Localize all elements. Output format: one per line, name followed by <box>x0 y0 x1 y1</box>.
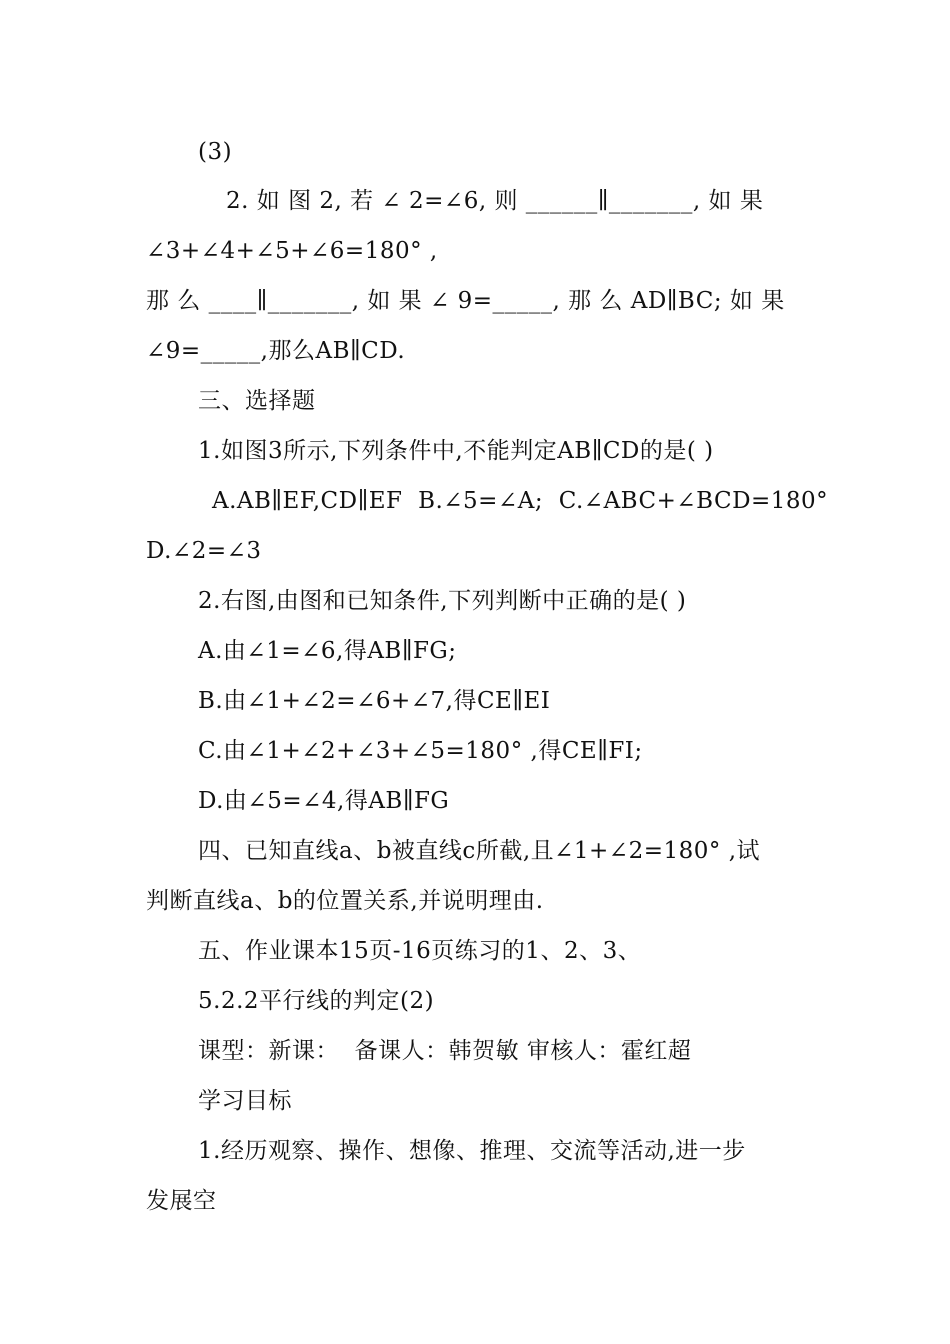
text-line: 发展空 <box>146 1188 217 1214</box>
answer-option: D.∠2=∠3 <box>146 538 262 564</box>
section-heading: 四、已知直线a、b被直线c所截,且∠1+∠2=180° ,试 <box>198 838 761 864</box>
text-line: (3) <box>198 139 233 165</box>
text-line: 判断直线a、b的位置关系,并说明理由. <box>146 888 544 914</box>
question-text: 1.如图3所示,下列条件中,不能判定AB∥CD的是( ) <box>198 438 714 464</box>
answer-option: D.由∠5=∠4,得AB∥FG <box>198 788 450 814</box>
lesson-meta: 课型：新课： 备课人：韩贺敏 审核人：霍红超 <box>198 1038 692 1064</box>
text-line: ∠9=_____,那么AB∥CD. <box>146 338 406 364</box>
answer-option: A.由∠1=∠6,得AB∥FG; <box>198 638 457 664</box>
section-heading: 五、作业课本15页-16页练习的1、2、3、 <box>198 938 642 964</box>
lesson-title: 5.2.2平行线的判定(2) <box>198 988 435 1014</box>
section-heading: 三、选择题 <box>198 388 316 414</box>
text-line: 那 么 ____∥_______, 如 果 ∠ 9=_____, 那 么 AD∥BC; 如 果 <box>146 288 785 314</box>
answer-option: C.由∠1+∠2+∠3+∠5=180° ,得CE∥FI; <box>198 738 643 764</box>
answer-options: A.AB∥EF,CD∥EF B.∠5=∠A; C.∠ABC+∠BCD=180° <box>212 488 829 514</box>
section-heading: 学习目标 <box>198 1088 292 1114</box>
question-text: 2.右图,由图和已知条件,下列判断中正确的是( ) <box>198 588 687 614</box>
text-line: 2. 如 图 2, 若 ∠ 2=∠6, 则 ______∥_______, 如 果 <box>226 188 764 214</box>
text-line: ∠3+∠4+∠5+∠6=180° , <box>146 238 438 264</box>
text-line: 1.经历观察、操作、想像、推理、交流等活动,进一步 <box>198 1138 746 1164</box>
answer-option: B.由∠1+∠2=∠6+∠7,得CE∥EI <box>198 688 551 714</box>
